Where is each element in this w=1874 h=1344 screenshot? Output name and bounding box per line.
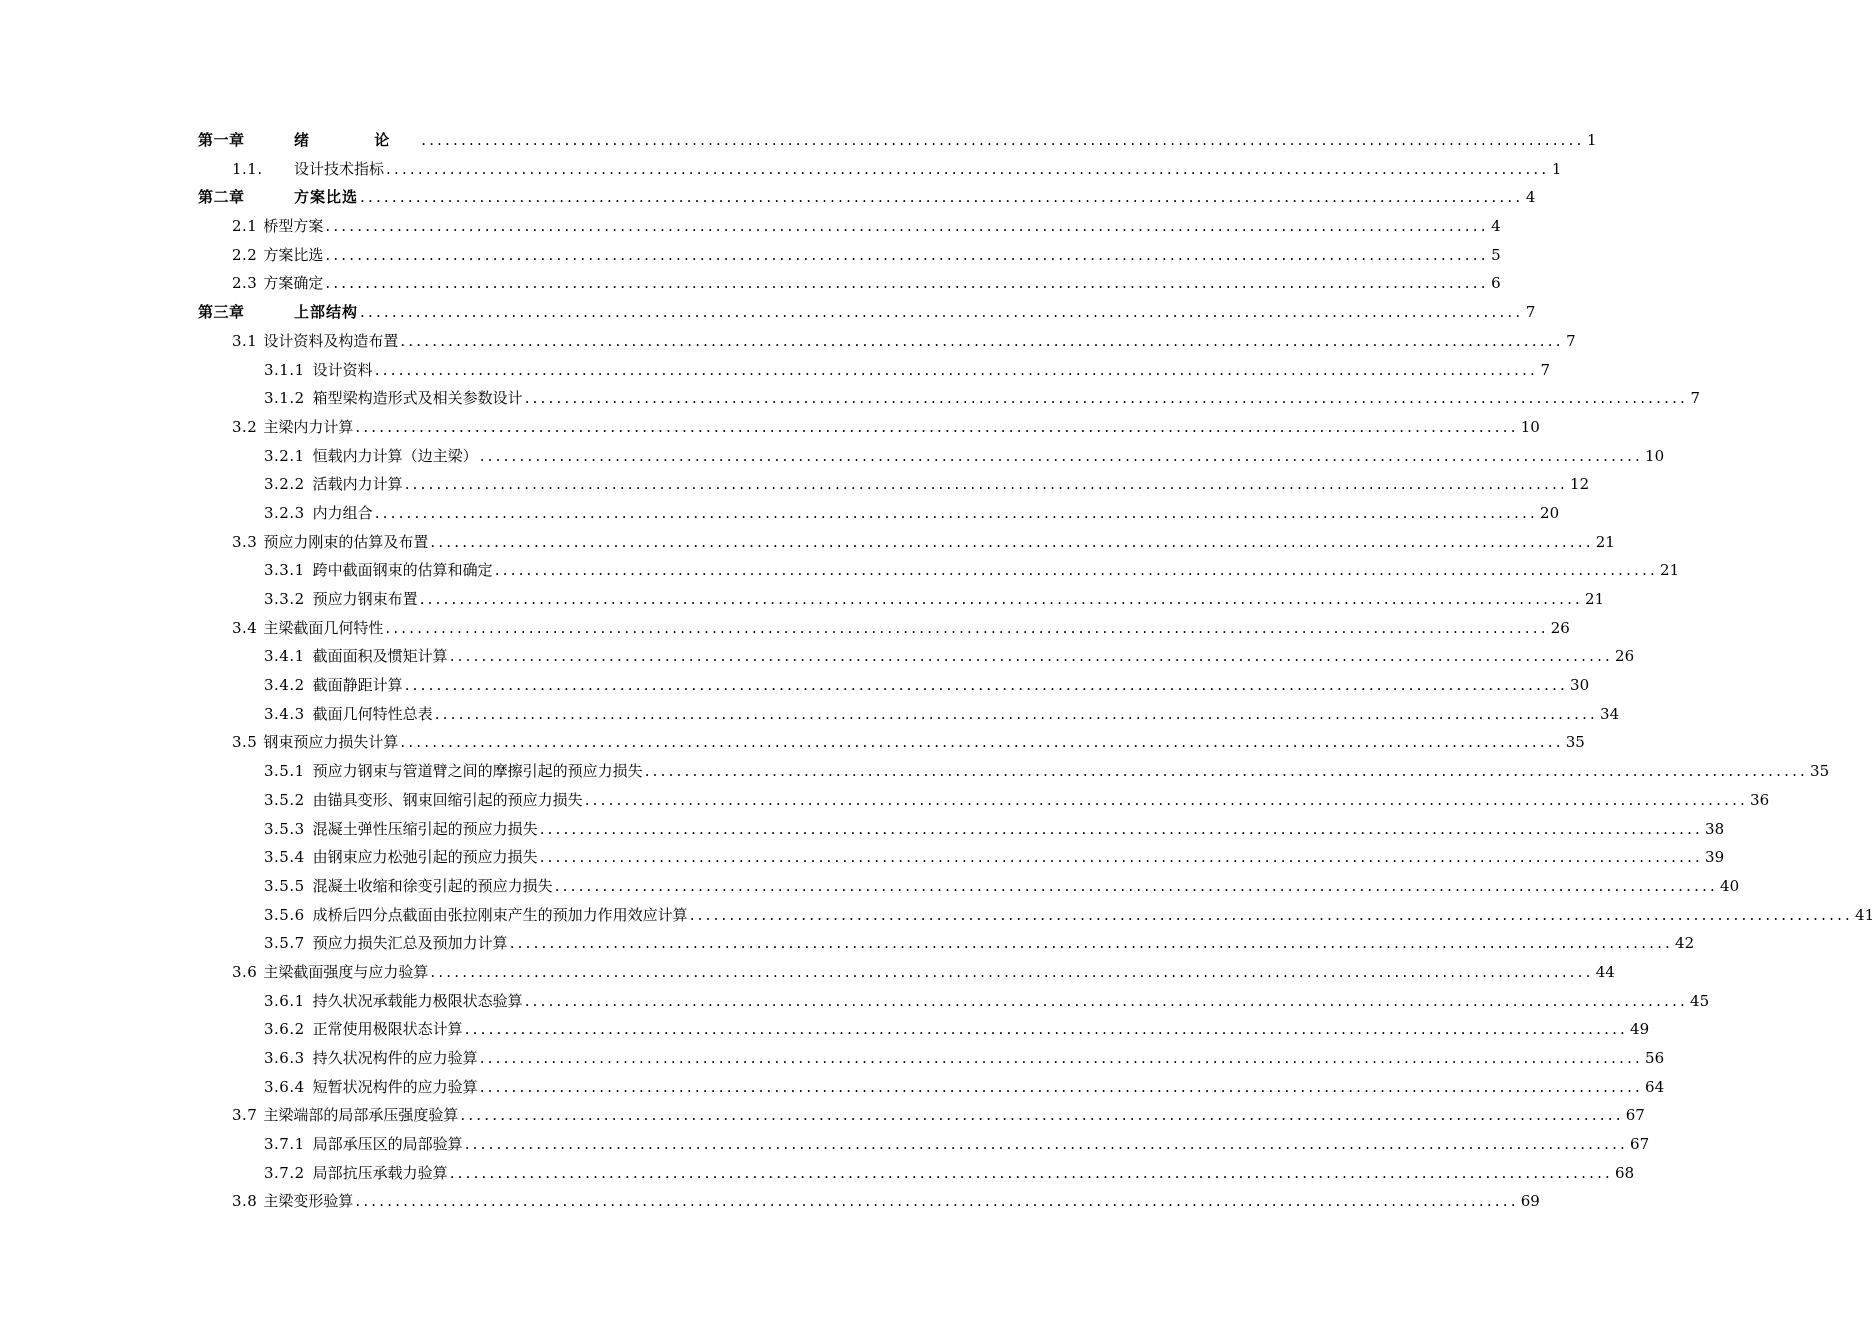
toc-page-number: 10: [1520, 417, 1540, 436]
toc-entry-title: 预应力钢束与管道臂之间的摩擦引起的预应力损失: [312, 762, 643, 781]
toc-page-number: 44: [1595, 962, 1615, 981]
toc-entry-number: 3.7.2: [264, 1163, 305, 1182]
toc-entry-title: 方案确定: [263, 274, 324, 293]
toc-dot-leader: [495, 556, 1658, 585]
toc-entry-line: [264, 901, 1874, 930]
toc-entry[interactable]: [0, 671, 1590, 700]
toc-dot-leader: [645, 757, 1808, 786]
toc-entry[interactable]: [0, 901, 1874, 930]
toc-page-number: 26: [1615, 647, 1635, 666]
toc-entry-number: 3.5.5: [264, 876, 305, 895]
toc-entry-title: 主梁变形验算: [263, 1192, 354, 1211]
toc-dot-leader: [375, 499, 1538, 528]
toc-page-number: 67: [1630, 1135, 1650, 1154]
toc-dot-leader: [421, 126, 1584, 155]
toc-entry-number: 3.5.7: [264, 934, 305, 953]
toc-page-number: 36: [1750, 790, 1770, 809]
toc-entry-number: 3.7: [232, 1106, 258, 1125]
toc-dot-leader: [375, 356, 1538, 385]
toc-entry-title: 内力组合: [312, 503, 373, 522]
toc-entry-title: 正常使用极限状态计算: [312, 1020, 463, 1039]
toc-page-number: 10: [1645, 446, 1665, 465]
toc-page-number: 4: [1525, 188, 1536, 207]
toc-entry-line: [232, 212, 1501, 241]
toc-entry-line: [264, 700, 1620, 729]
toc-entry-number: 3.5.2: [264, 790, 305, 809]
toc-page-number: 69: [1520, 1192, 1540, 1211]
toc-entry[interactable]: [0, 757, 1830, 786]
toc-entry-number: 3.6.4: [264, 1077, 305, 1096]
toc-dot-leader: [325, 212, 1488, 241]
toc-entry-number: 3.7.1: [264, 1135, 305, 1154]
toc-entry-title: 截面几何特性总表: [312, 704, 433, 723]
toc-page-number: 6: [1491, 274, 1501, 293]
toc-entry[interactable]: [0, 872, 1740, 901]
toc-entry-line: [264, 384, 1701, 413]
toc-entry[interactable]: [0, 1101, 1645, 1130]
toc-page-number: 38: [1705, 819, 1725, 838]
toc-dot-leader: [525, 987, 1688, 1016]
toc-entry-title: 持久状况构件的应力验算: [312, 1049, 478, 1067]
toc-dot-leader: [465, 1130, 1628, 1159]
toc-dot-leader: [360, 183, 1523, 212]
toc-entry-line: [264, 1130, 1650, 1159]
toc-dot-leader: [480, 1073, 1643, 1102]
toc-page-number: 49: [1630, 1020, 1650, 1039]
toc-entry[interactable]: [0, 929, 1695, 958]
toc-entry[interactable]: [0, 786, 1770, 815]
toc-dot-leader: [430, 528, 1593, 557]
toc-entry[interactable]: [0, 155, 1562, 184]
toc-dot-leader: [325, 241, 1488, 270]
toc-entry-number: 3.5.4: [264, 848, 305, 867]
toc-entry-line: [232, 1187, 1540, 1216]
toc-entry-number: 第一章: [198, 131, 245, 149]
toc-entry[interactable]: [0, 442, 1665, 471]
toc-entry[interactable]: [0, 356, 1551, 385]
toc-entry-title: 混凝土弹性压缩引起的预应力损失: [312, 819, 538, 838]
toc-page-number: 39: [1705, 848, 1725, 867]
toc-dot-leader: [400, 327, 1563, 356]
toc-page-number: 35: [1810, 762, 1830, 781]
toc-dot-leader: [585, 786, 1748, 815]
toc-entry-title: 设计资料: [312, 360, 373, 379]
toc-page-number: 7: [1690, 389, 1701, 408]
toc-entry-line: [264, 356, 1551, 385]
toc-entry-number: 3.4.1: [264, 647, 305, 666]
toc-entry-line: [232, 241, 1501, 270]
toc-entry-number: 3.2.1: [264, 446, 305, 465]
toc-entry-line: [232, 413, 1540, 442]
toc-entry-number: 3.6.3: [264, 1049, 305, 1067]
toc-dot-leader: [385, 614, 1548, 643]
toc-entry[interactable]: [0, 183, 1536, 212]
toc-entry[interactable]: [0, 1073, 1665, 1102]
toc-dot-leader: [465, 1015, 1628, 1044]
toc-entry[interactable]: [0, 241, 1501, 270]
toc-entry-line: [264, 442, 1665, 471]
toc-entry-title: 截面面积及惯矩计算: [312, 647, 448, 666]
toc-entry-line: [264, 470, 1590, 499]
toc-entry-number: 1.1.: [232, 159, 263, 178]
toc-dot-leader: [450, 1159, 1613, 1188]
toc-page-number: 56: [1645, 1049, 1665, 1067]
toc-entry-title: 短暂状况构件的应力验算: [312, 1077, 478, 1096]
toc-entry-line: [264, 1073, 1665, 1102]
toc-entry-line: [264, 556, 1680, 585]
toc-page-number: 1: [1551, 159, 1562, 178]
toc-page-number: 41: [1855, 905, 1874, 924]
toc-dot-leader: [400, 728, 1563, 757]
toc-entry[interactable]: [0, 327, 1576, 356]
toc-entry-number: 3.5.6: [264, 905, 305, 924]
toc-entry-number: 3.4: [232, 618, 258, 637]
toc-dot-leader: [510, 929, 1673, 958]
toc-entry-title: 持久状况承载能力极限状态验算: [312, 991, 523, 1010]
toc-dot-leader: [355, 413, 1518, 442]
toc-dot-leader: [450, 642, 1613, 671]
toc-entry-title: 预应力钢束布置: [312, 590, 418, 608]
toc-entry-title: 活载内力计算: [312, 475, 403, 494]
toc-entry-line: [232, 728, 1585, 757]
toc-entry-number: 第二章: [198, 188, 245, 207]
toc-entry-title: 混凝土收缩和徐变引起的预应力损失: [312, 876, 553, 895]
toc-page-number: 26: [1550, 618, 1570, 637]
toc-entry-line: [232, 958, 1615, 987]
toc-dot-leader: [430, 958, 1593, 987]
toc-page-number: 7: [1566, 331, 1576, 350]
toc-entry-line: [264, 499, 1560, 528]
toc-entry-line: [264, 815, 1725, 844]
toc-entry-line: [264, 1015, 1650, 1044]
toc-entry-title: 局部抗压承载力验算: [312, 1163, 448, 1182]
toc-entry-title: 截面静距计算: [312, 676, 403, 695]
toc-entry-line: [264, 843, 1725, 872]
toc-entry-number: 3.3.2: [264, 590, 305, 608]
toc-entry-line: [264, 671, 1590, 700]
toc-entry-title: 方案比选: [263, 245, 324, 264]
toc-entry-line: [264, 929, 1695, 958]
toc-dot-leader: [405, 470, 1568, 499]
toc-entry-line: [232, 327, 1576, 356]
toc-entry-number: 第三章: [198, 303, 245, 322]
toc-entry-number: 3.6: [232, 962, 258, 981]
toc-entry[interactable]: [0, 126, 1597, 155]
toc-entry-title: 由锚具变形、钢束回缩引起的预应力损失: [312, 790, 583, 809]
toc-entry[interactable]: [0, 413, 1540, 442]
toc-page-number: 67: [1625, 1106, 1645, 1125]
toc-entry[interactable]: [0, 614, 1570, 643]
toc-dot-leader: [555, 872, 1718, 901]
toc-page-number: 40: [1720, 876, 1740, 895]
toc-dot-leader: [355, 1187, 1518, 1216]
toc-entry-title: 由钢束应力松弛引起的预应力损失: [312, 848, 538, 867]
toc-page-number: 7: [1540, 360, 1551, 379]
toc-dot-leader: [480, 1044, 1643, 1073]
toc-entry-number: 2.2: [232, 245, 258, 264]
toc-entry[interactable]: [0, 298, 1536, 327]
toc-entry-line: [198, 183, 1536, 212]
toc-entry[interactable]: [0, 1130, 1650, 1159]
toc-entry-number: 3.1: [232, 331, 258, 350]
toc-entry-title: 成桥后四分点截面由张拉刚束产生的预加力作用效应计算: [312, 905, 688, 924]
toc-page-number: 5: [1491, 245, 1501, 264]
toc-entry-line: [232, 269, 1501, 298]
toc-entry[interactable]: [0, 815, 1725, 844]
toc-dot-leader: [460, 1101, 1623, 1130]
toc-dot-leader: [480, 442, 1643, 471]
toc-entry-title: 预应力刚束的估算及布置: [263, 532, 429, 551]
toc-entry[interactable]: [0, 1015, 1650, 1044]
toc-entry-line: [232, 1101, 1645, 1130]
toc-entry-number: 3.3.1: [264, 561, 305, 580]
toc-entry-line: [264, 585, 1605, 614]
toc-page-number: 21: [1595, 532, 1615, 551]
toc-entry[interactable]: [0, 1044, 1665, 1073]
toc-entry[interactable]: [0, 212, 1501, 241]
toc-entry-title: 预应力损失汇总及预加力计算: [312, 934, 508, 953]
toc-entry-title: 跨中截面钢束的估算和确定: [312, 561, 493, 580]
toc-entry-title: 方案比选: [294, 188, 359, 207]
toc-entry-number: 3.1.1: [264, 360, 305, 379]
toc-entry[interactable]: [0, 728, 1585, 757]
toc-dot-leader: [435, 700, 1598, 729]
toc-page-number: 42: [1675, 934, 1695, 953]
toc-entry-title: 主梁内力计算: [263, 417, 354, 436]
toc-entry-line: [232, 155, 1562, 184]
toc-entry[interactable]: [0, 384, 1701, 413]
toc-dot-leader: [325, 269, 1488, 298]
toc-entry[interactable]: [0, 843, 1725, 872]
toc-entry[interactable]: [0, 642, 1635, 671]
toc-entry-number: 3.2.2: [264, 475, 305, 494]
toc-page-number: 21: [1585, 590, 1605, 608]
toc-entry[interactable]: [0, 700, 1620, 729]
toc-entry-line: [264, 1159, 1635, 1188]
toc-entry-title: 设计资料及构造布置: [263, 331, 399, 350]
toc-page-number: 4: [1491, 217, 1501, 236]
toc-entry[interactable]: [0, 499, 1560, 528]
toc-entry[interactable]: [0, 1187, 1540, 1216]
toc-entry-title: 箱型梁构造形式及相关参数设计: [312, 389, 523, 408]
toc-page-number: 12: [1570, 475, 1590, 494]
toc-entry-title: 绪 论: [294, 131, 420, 149]
toc-entry-number: 3.5.3: [264, 819, 305, 838]
toc-entry[interactable]: [0, 556, 1680, 585]
toc-entry-line: [198, 126, 1597, 155]
toc-page-number: 30: [1570, 676, 1590, 695]
toc-entry-title: 设计技术指标: [294, 159, 385, 178]
toc-entry-line: [264, 987, 1710, 1016]
toc-entry-number: 3.6.2: [264, 1020, 305, 1039]
toc-entry-title: 桥型方案: [263, 217, 324, 236]
toc-entry-title: 主梁截面强度与应力验算: [263, 962, 429, 981]
toc-entry-title: 主梁端部的局部承压强度验算: [263, 1106, 459, 1125]
toc-entry-number: 3.5: [232, 733, 258, 752]
toc-entry[interactable]: [0, 528, 1615, 557]
toc-entry-number: 3.4.3: [264, 704, 305, 723]
toc-entry[interactable]: [0, 470, 1590, 499]
toc-entry-line: [264, 1044, 1665, 1073]
toc-entry[interactable]: [0, 987, 1710, 1016]
toc-entry-title: 局部承压区的局部验算: [312, 1135, 463, 1154]
toc-dot-leader: [540, 815, 1703, 844]
toc-entry-number: 3.1.2: [264, 389, 305, 408]
toc-entry-title: 钢束预应力损失计算: [263, 733, 399, 752]
toc-entry-number: 3.8: [232, 1192, 258, 1211]
toc-entry[interactable]: [0, 269, 1501, 298]
toc-dot-leader: [386, 155, 1549, 184]
toc-entry-number: 3.5.1: [264, 762, 305, 781]
toc-entry-number: 2.3: [232, 274, 258, 293]
toc-dot-leader: [525, 384, 1688, 413]
toc-entry-title: 上部结构: [294, 303, 359, 322]
toc-entry-number: 2.1: [232, 217, 258, 236]
toc-entry-line: [198, 298, 1536, 327]
toc-entry-title: 主梁截面几何特性: [263, 618, 384, 637]
toc-page-number: 64: [1645, 1077, 1665, 1096]
toc-entry-number: 3.4.2: [264, 676, 305, 695]
toc-entry-number: 3.2: [232, 417, 258, 436]
toc-entry[interactable]: [0, 585, 1605, 614]
toc-page-number: 45: [1690, 991, 1710, 1010]
toc-entry-line: [232, 614, 1570, 643]
toc-page-number: 1: [1587, 131, 1597, 149]
toc-page-number: 35: [1565, 733, 1585, 752]
toc-page-number: 7: [1525, 303, 1536, 322]
toc-entry-number: 3.3: [232, 532, 258, 551]
toc-dot-leader: [690, 901, 1853, 930]
toc-page-number: 21: [1660, 561, 1680, 580]
toc-page-number: 68: [1615, 1163, 1635, 1182]
toc-page-number: 34: [1600, 704, 1620, 723]
toc-entry[interactable]: [0, 958, 1615, 987]
toc-entry-line: [264, 786, 1770, 815]
toc-entry-line: [264, 872, 1740, 901]
toc-dot-leader: [540, 843, 1703, 872]
toc-page-number: 20: [1540, 503, 1560, 522]
toc-entry-number: 3.2.3: [264, 503, 305, 522]
toc-entry-title: 恒载内力计算（边主梁）: [312, 446, 478, 465]
toc-entry[interactable]: [0, 1159, 1635, 1188]
toc-dot-leader: [360, 298, 1523, 327]
toc-entry-number: 3.6.1: [264, 991, 305, 1010]
toc-dot-leader: [420, 585, 1583, 614]
table-of-contents: [0, 126, 1874, 1216]
toc-dot-leader: [405, 671, 1568, 700]
toc-entry-line: [232, 528, 1615, 557]
toc-entry-line: [264, 757, 1830, 786]
toc-entry-line: [264, 642, 1635, 671]
